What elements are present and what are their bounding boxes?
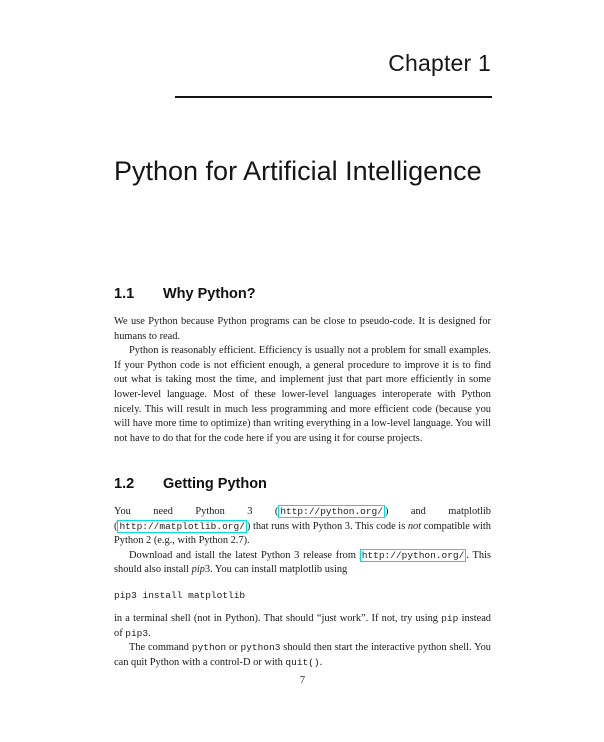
text-segment: instead of: [114, 612, 491, 639]
section-number: 1.1: [114, 286, 135, 302]
page-number: 7: [299, 675, 306, 686]
text-segment: We use Python because Python programs can be close to pseudo-code. It is designed for humans to read.: [114, 316, 491, 342]
hyperlink-matplotlib-org[interactable]: http://matplotlib.org/: [119, 520, 245, 532]
inline-code: python3: [240, 642, 281, 654]
text-segment: should then start the interactive python shell. You can quit Python with a control-D or with: [114, 642, 491, 668]
text-segment: compatible with Python 2 (e.g., with Python 2.7).: [114, 520, 491, 547]
code-block: pip3 install matplotlib: [114, 589, 246, 601]
chapter-rule: [175, 96, 492, 98]
text-segment: in a terminal shell (not in Python). That should “just work”. If not, try using: [114, 612, 442, 624]
text-segment: or: [226, 642, 241, 654]
chapter-heading: Chapter 1: [388, 50, 491, 76]
paragraph: [114, 641, 491, 670]
text-segment: Download and istall the latest Python 3 release from: [129, 549, 360, 561]
section-heading: [114, 286, 491, 303]
paragraph: [114, 344, 491, 446]
paragraph: [114, 549, 491, 578]
paragraph: [114, 315, 491, 344]
inline-code: python: [191, 642, 227, 654]
paragraph: [114, 612, 491, 641]
text-segment: . This should also install: [114, 549, 491, 576]
text-segment: Python is reasonably efficient. Efficiency is usually not a problem for small examples. If your Python code is not efficient enough, a general procedure to improve it is to find out what is taking most the time, and implement just that part more efficiently in some lower-level language. Most of these lower-level languages interoperate with Python nicely. This will result in much less programming and more efficient code (because you will have more time to optimize) than writing everything in a low-level language. You will not have to do that for the code here if you are using it for course projects.: [114, 345, 491, 444]
text-segment: ) that runs with Python 3. This code is: [246, 520, 408, 532]
text-segment: 3. You can install matplotlib using: [204, 564, 348, 576]
section-getting-python: [114, 476, 491, 670]
inline-code: pip: [441, 612, 459, 624]
text-segment: You need Python 3 (: [114, 506, 279, 517]
hyperlink-python-org[interactable]: http://python.org/: [280, 506, 383, 517]
text-segment: .: [319, 656, 323, 668]
section-title: Why Python?: [163, 286, 256, 302]
hyperlink-python-org[interactable]: http://python.org/: [361, 549, 465, 561]
italic-text: not: [407, 520, 422, 532]
text-segment: The command: [129, 642, 192, 654]
section-why-python: [114, 286, 491, 446]
section-number: 1.2: [114, 476, 135, 492]
italic-text: pip: [191, 564, 205, 576]
text-segment: .: [148, 627, 151, 639]
chapter-title: Python for Artificial Intelligence: [114, 156, 482, 186]
section-heading: [114, 476, 491, 493]
section-title: Getting Python: [163, 476, 267, 492]
inline-code: pip3: [125, 627, 149, 639]
text-segment: ) and matplotlib (: [114, 506, 492, 532]
paragraph: [114, 505, 491, 549]
inline-code: quit(): [285, 656, 320, 668]
